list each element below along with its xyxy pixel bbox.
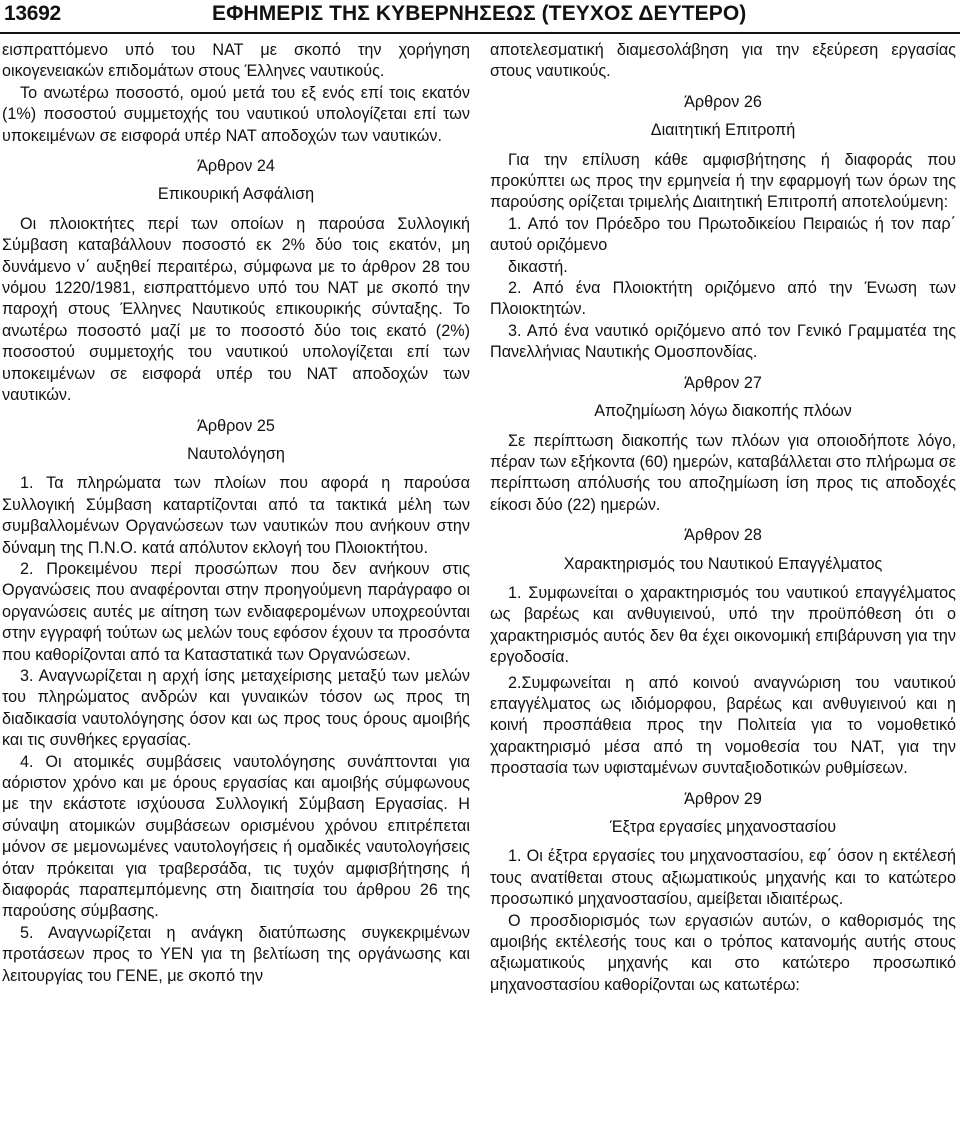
article-27-paragraph: Σε περίπτωση διακοπής των πλόων για οποιοδήποτε λόγο, πέραν των εξήκοντα (60) ημερών, καταβάλλεται στο πλήρωμα σε περίπτωση απόλυσής του αποζημίωση ίση προς τις αποδοχές είκοσι δύο (22) ημερών. <box>490 431 956 514</box>
article-25-paragraph-2: 2. Προκειμένου περί προσώπων που δεν ανήκουν στις Οργανώσεις που αναφέρονται στην προηγούμενη παράγραφο οι οργανώσεις αυτές με αίτηση των ενδιαφερομένων υποχρεούνται στην εγγραφή τούτων ως μελών τους εφόσον έχουν τα προσόντα που καθορίζονται από τα Καταστατικά των Οργανώσεων. <box>2 559 470 664</box>
page-number: 13692 <box>4 2 61 25</box>
gazette-title: ΕΦΗΜΕΡΙΣ ΤΗΣ ΚΥΒΕΡΝΗΣΕΩΣ (ΤΕΥΧΟΣ ΔΕΥΤΕΡΟ) <box>212 2 747 25</box>
article-26-item-1: 1. Από τον Πρόεδρο του Πρωτοδικείου Πειραιώς ή τον παρ΄ αυτού οριζόμενο <box>490 214 956 255</box>
page-header <box>0 0 960 32</box>
article-25-paragraph-1: 1. Τα πληρώματα των πλοίων που αφορά η παρούσα Συλλογική Σύμβαση καταρτίζονται από τα τακτικά μέλη των συμβαλλομένων Οργανώσεων των ναυτικών που ανήκουν στην δύναμη της Π.Ν.Ο. κατά απόλυτον εκλογή του Πλοιοκτήτου. <box>2 474 470 557</box>
article-24-title: Επικουρική Ασφάλιση <box>157 185 315 204</box>
article-25-title: Ναυτολόγηση <box>187 444 285 463</box>
article-26-heading: Άρθρον 26 <box>684 92 762 111</box>
article-28-heading: Άρθρον 28 <box>684 526 762 545</box>
article-27-title: Αποζημίωση λόγω διακοπής πλόων <box>594 402 852 421</box>
article-25-paragraph-5: 5. Αναγνωρίζεται η ανάγκη διατύπωσης συγκεκριμένων προτάσεων προς το ΥΕΝ για τη βελτίωση της οργάνωσης και λειτουργίας του ΓΕΝΕ, με σκοπό την <box>2 923 470 985</box>
article-25-paragraph-4: 4. Οι ατομικές συμβάσεις ναυτολόγησης συνάπτονται για αόριστον χρόνο και με όρους εργασίας και αμοιβής σύμφωνους με την εκάστοτε ισχύουσα Συλλογική Σύμβαση Εργασίας. Η σύναψη ατομικών συμβάσεων ορισμένου χρόνου επιτρέπεται μόνον σε μεμονωμένες ναυτολογήσεις ή ομαδικές ναυτολογήσεις όταν πρόκειται για τραβερσάδα, τις τυχόν αμφισβήτησης ή διαφοράς παραπεμπόμενης στη διαιτησία του άρθρου 26 της παρούσης σύμβασης. <box>2 752 470 921</box>
article-29-paragraph-1: 1. Οι έξτρα εργασίες του μηχανοστασίου, εφ΄ όσον η εκτέλεσή τους ανατίθεται στους αξιωματικούς μηχανής και το κατώτερο προσωπικό μηχανοστασίου, αμείβεται ιδιαιτέρως. <box>490 847 956 909</box>
article-27-heading: Άρθρον 27 <box>684 373 762 392</box>
article-26-item-2: 2. Από ένα Πλοιοκτήτη οριζόμενο από την Ένωση των Πλοιοκτητών. <box>490 279 956 319</box>
article-26-paragraph: Για την επίλυση κάθε αμφισβήτησης ή διαφοράς που προκύπτει ως προς την ερμηνεία ή την εφαρμογή των όρων της παρούσης ορίζεται τριμελής Διαιτητική Επιτροπή αποτελούμενη: <box>490 150 956 212</box>
left-column <box>2 40 470 987</box>
intro-paragraph: Το ανωτέρω ποσοστό, ομού μετά του εξ ενός επί τοις εκατόν (1%) ποσοστού συμμετοχής του ναυτικού υπολογίζεται επί των υποκειμένων σε εισφορά υπέρ ΝΑΤ αποδοχών των ναυτικών. <box>2 83 470 145</box>
article-26-item-1-continued: δικαστή. <box>508 257 568 276</box>
article-24-paragraph: Οι πλοιοκτήτες περί των οποίων η παρούσα Συλλογική Σύμβαση καταβάλλουν ποσοστό εκ 2% δύο τοις εκατόν, μη δυνάμενο ν΄ αυξηθεί περαιτέρω, σύμφωνα με το άρθρον 28 του νόμου 1220/1981, εισπραττόμενο υπό του ΝΑΤ με σκοπό την παροχή στους Έλληνες Ναυτικούς επικουρικής σύνταξης. Το ανωτέρω ποσοστό μαζί με το ποσοστό δύο τοις εκατό (2%) ποσοστού συμμετοχής του ναυτικού υπολογίζεται επί των υποκειμένων σε εισφορά υπέρ του ΝΑΤ αποδοχών των ναυτικών. <box>2 214 470 405</box>
header-divider <box>0 32 960 34</box>
article-29-title: Έξτρα εργασίες μηχανοστασίου <box>609 818 837 836</box>
continued-paragraph: αποτελεσματική διαμεσολάβηση για την εξεύρεση εργασίας στους ναυτικούς. <box>490 41 956 81</box>
article-28-paragraph-2: 2.Συμφωνείται η από κοινού αναγνώριση του ναυτικού επαγγέλματος ως ιδιόμορφου, βαρέως και ανθυγιεινού και η κοινή προσπάθεια προς την Πολιτεία για το νομοθετικό χαρακτηρισμό μέσα από τη νομοθεσία του ΝΑΤ, για την προστασία των υφισταμένων συνταξιοδοτικών ρυθμίσεων. <box>490 673 956 778</box>
article-29-paragraph-2: Ο προσδιορισμός των εργασιών αυτών, ο καθορισμός της αμοιβής εκτέλεσής τους και ο τρόπος κατανομής αυτής στους αξιωματικούς μηχανής και στο κατώτερο προσωπικό μηχανοστασίου καθορίζονται ως κατωτέρω: <box>490 911 956 994</box>
article-26-title: Διαιτητική Επιτροπή <box>650 121 796 140</box>
intro-continued-paragraph: εισπραττόμενο υπό του ΝΑΤ με σκοπό την χορήγηση οικογενειακών επιδομάτων στους Έλληνες ναυτικούς. <box>2 41 470 81</box>
article-25-heading: Άρθρον 25 <box>197 416 275 435</box>
article-24-heading: Άρθρον 24 <box>197 157 275 176</box>
article-26-item-3: 3. Από ένα ναυτικό οριζόμενο από τον Γενικό Γραμματέα της Πανελλήνιας Ναυτικής Ομοσπονδίας. <box>490 321 956 362</box>
article-29-heading: Άρθρον 29 <box>684 789 762 808</box>
article-25-paragraph-3: 3. Αναγνωρίζεται η αρχή ίσης μεταχείρισης μεταξύ των μελών του πληρώματος ανδρών και γυναικών τόσον ως προς τη διαδικασία ναυτολόγησης όσον και ως προς τους όρους αμοιβής και τις συνθήκες εργασίας. <box>2 666 470 750</box>
article-28-paragraph-1: 1. Συμφωνείται ο χαρακτηρισμός του ναυτικού επαγγέλματος ως βαρέως και ανθυγιεινού, υπό την προϋπόθεση ότι ο χαρακτηρισμός αυτός δεν θα έχει οικονομική επιβάρυνση για την εργοδοσία. <box>490 583 956 667</box>
article-28-title: Χαρακτηρισμός του Ναυτικού Επαγγέλματος <box>563 554 883 573</box>
right-column <box>490 40 956 996</box>
